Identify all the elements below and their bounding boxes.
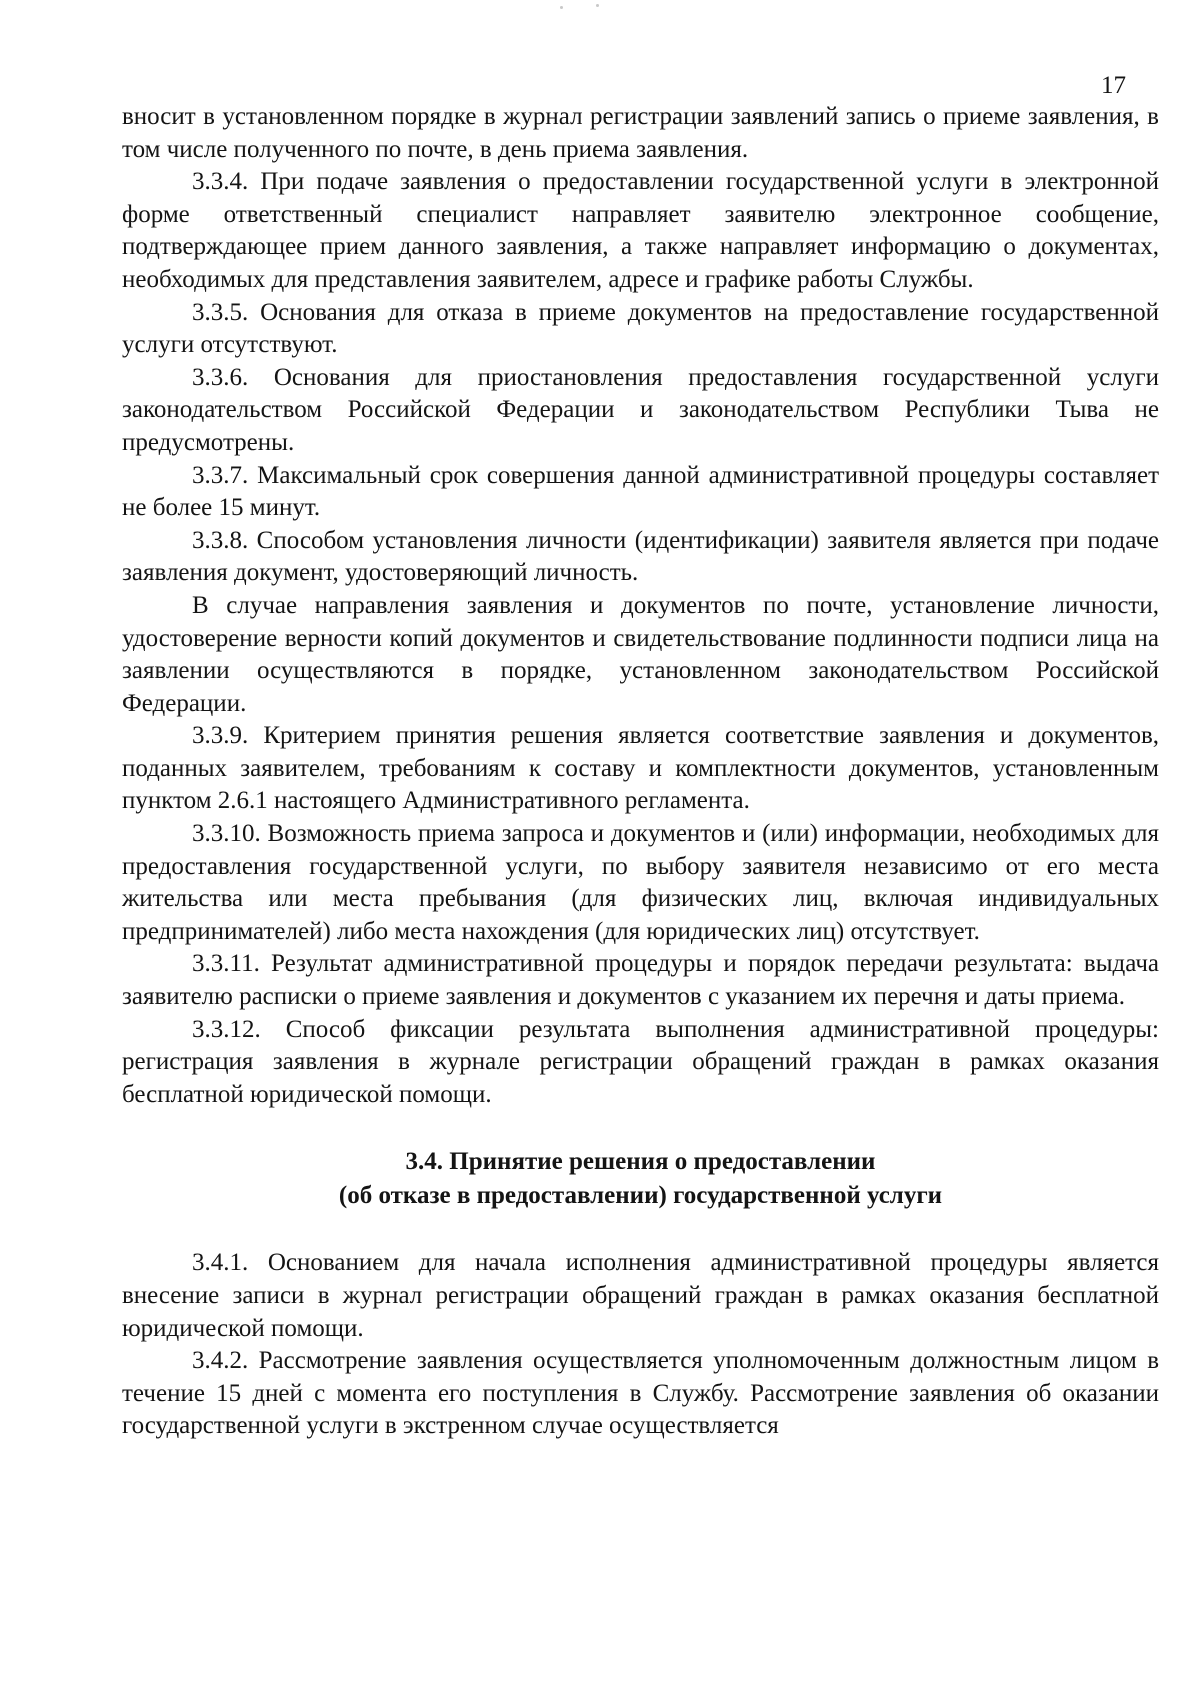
page-number: 17 (1101, 72, 1126, 99)
section-heading-line-1: 3.4. Принятие решения о предоставлении (405, 1148, 876, 1176)
scan-speck (560, 6, 563, 9)
paragraph-3-3-10: 3.3.10. Возможность приема запроса и документов и (или) информации, необходимых для предоставления государственной услуги, по выбору заявителя независимо от его места жительства или места пребывания (для физических лиц, включая индивидуальных предпринимателей) либо места нахождения (для юридических лиц) отсутствует. (122, 820, 1159, 945)
paragraph-3-3-4: 3.3.4. При подаче заявления о предоставлении государственной услуги в электронной форме ответственный специалист направляет заявителю электронное сообщение, подтверждающее прием данного заявления, а также направляет информацию о документах, необходимых для представления заявителем, адресе и графике работы Службы. (122, 168, 1159, 293)
paragraph-3-3-12: 3.3.12. Способ фиксации результата выполнения административной процедуры: регистрация заявления в журнале регистрации обращений граждан в рамках оказания бесплатной юридической помощи. (122, 1015, 1159, 1108)
paragraph-mail-identification: В случае направления заявления и документов по почте, установление личности, удостоверение верности копий документов и свидетельствование подлинности подписи лица на заявлении осуществляются в порядке, установленном законодательством Российской Федерации. (122, 591, 1159, 717)
paragraph-3-4-1: 3.4.1. Основанием для начала исполнения административной процедуры является внесение записи в журнал регистрации обращений граждан в рамках оказания бесплатной юридической помощи. (122, 1249, 1159, 1342)
section-heading-3-4 (122, 1145, 1159, 1213)
paragraph-3-4-2: 3.4.2. Рассмотрение заявления осуществляется уполномоченным должностным лицом в течение 15 дней с момента его поступления в Службу. Рассмотрение заявления об оказании государственной услуги в экстренном случае осуществляется (122, 1347, 1159, 1440)
section-heading-line-2: (об отказе в предоставлении) государственной услуги (338, 1182, 943, 1210)
paragraph-3-3-6: 3.3.6. Основания для приостановления предоставления государственной услуги законодательством Российской Федерации и законодательством Республики Тыва не предусмотрены. (122, 363, 1159, 456)
paragraph-3-3-5: 3.3.5. Основания для отказа в приеме документов на предоставление государственной услуги отсутствуют. (122, 298, 1159, 359)
paragraph-3-3-7: 3.3.7. Максимальный срок совершения данной административной процедуры составляет не более 15 минут. (122, 461, 1159, 522)
paragraph-3-3-11: 3.3.11. Результат административной процедуры и порядок передачи результата: выдача заявителю расписки о приеме заявления и документов с указанием их перечня и даты приема. (122, 950, 1159, 1011)
paragraph-3-3-8: 3.3.8. Способом установления личности (идентификации) заявителя является при подаче заявления документ, удостоверяющий личность. (122, 526, 1159, 587)
paragraph-continuation: вносит в установленном порядке в журнал регистрации заявлений запись о приеме заявления, в том числе полученного по почте, в день приема заявления. (122, 103, 1159, 163)
paragraph-3-3-9: 3.3.9. Критерием принятия решения является соответствие заявления и документов, поданных заявителем, требованиям к составу и комплектности документов, установленным пунктом 2.6.1 настоящего Административного регламента. (122, 722, 1159, 815)
scan-speck (596, 4, 599, 7)
document-body (122, 101, 1159, 1443)
